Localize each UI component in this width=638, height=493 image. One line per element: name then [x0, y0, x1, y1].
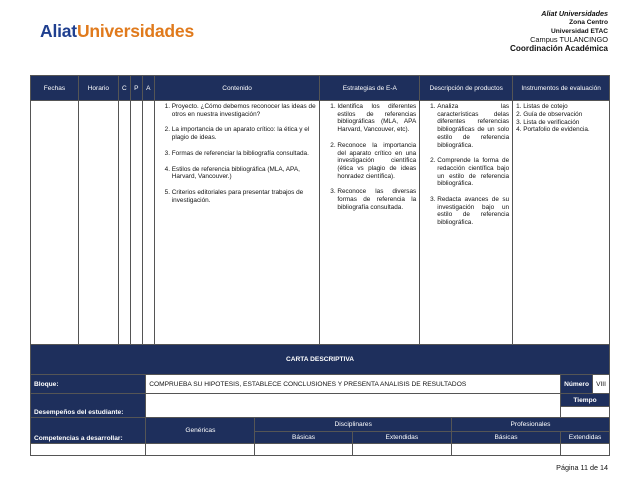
- extendidas-disciplinares: Extendidas: [352, 432, 451, 444]
- col-p: P: [130, 76, 142, 101]
- desempenos-label: Desempeños del estudiante:: [31, 394, 146, 418]
- list-item: 1. Listas de cotejo: [516, 103, 568, 110]
- bloque-value: COMPRUEBA SU HIPOTESIS, ESTABLECE CONCLUSIONES Y PRESENTA ANALISIS DE RESULTADOS: [146, 375, 561, 394]
- list-item: 3. Redacta avances de su investigación bajo un estilo de referencia bibliográfica.: [437, 196, 509, 227]
- col-c: C: [118, 76, 130, 101]
- cell-a: [142, 101, 154, 346]
- list-item: 2. Comprende la forma de redacción científica bajo un estilo de referencia bibliográfica.: [437, 157, 509, 188]
- header-line-4: Campus TULANCINGO: [530, 35, 608, 45]
- list-item: 2. La importancia de un aparato crítico: la ética y el plagio de ideas.: [172, 126, 317, 141]
- table-cell: [146, 444, 255, 456]
- list-item: 4. Estilos de referencia bibliográfica (MLA, APA, Harvard, Vancouver.): [172, 166, 317, 181]
- page-number: Página 11 de 14: [556, 463, 608, 472]
- bloque-label: Bloque:: [31, 375, 146, 394]
- col-fechas: Fechas: [31, 76, 79, 101]
- list-item: 4. Portafolio de evidencia.: [516, 126, 590, 134]
- list-item: 5. Criterios editoriales para presentar trabajos de investigación.: [172, 189, 317, 204]
- disciplinares-header: Disciplinares: [255, 418, 452, 432]
- competencias-label: Competencias a desarrollar:: [31, 418, 146, 444]
- profesionales-header: Profesionales: [451, 418, 609, 432]
- header-line-2: Zona Centro: [569, 18, 608, 26]
- col-estrategias: Estrategias de E-A: [320, 76, 420, 101]
- list-item: 1. Identifica los diferentes estilos de referencias bibliográficas (MLA, APA Harvard, Vancouver, etc).: [337, 103, 416, 134]
- table-cell: [31, 444, 146, 456]
- cell-fechas: [31, 101, 79, 346]
- table-cell: [561, 444, 610, 456]
- list-item: 3. Lista de verificación: [516, 118, 580, 126]
- basicas-profesionales: Básicas: [451, 432, 560, 444]
- tiempo-label: Tiempo: [561, 394, 610, 407]
- list-item: 1. Proyecto. ¿Cómo debemos reconocer las ideas de otros en nuestra investigación?: [172, 103, 317, 118]
- cell-horario: [78, 101, 118, 346]
- col-horario: Horario: [78, 76, 118, 101]
- col-a: A: [142, 76, 154, 101]
- cell-instrumentos: [513, 101, 610, 346]
- header-line-1: Aliat Universidades: [541, 9, 608, 18]
- cell-estrategias: [320, 101, 420, 346]
- carta-descriptiva-table: [30, 344, 610, 456]
- basicas-disciplinares: Básicas: [255, 432, 352, 444]
- col-contenido: Contenido: [154, 76, 320, 101]
- cell-descripcion: [420, 101, 513, 346]
- header-line-5: Coordinación Académica: [510, 44, 608, 54]
- header-line-3: Universidad ETAC: [550, 27, 608, 35]
- cell-p: [130, 101, 142, 346]
- list-item: 1. Analiza las características delas diferentes referencias bibliográficas de un solo estilo de referencia bibliográfica.: [437, 103, 509, 149]
- table-cell: [451, 444, 560, 456]
- table-cell: [255, 444, 352, 456]
- tiempo-value: [561, 407, 610, 418]
- list-item: 2. Guía de observación: [516, 110, 583, 118]
- col-descripcion: Descripción de productos: [420, 76, 513, 101]
- numero-label: Número: [561, 375, 593, 394]
- list-item: 3. Formas de referenciar la bibliografía consultada.: [172, 150, 317, 158]
- col-instrumentos: Instrumentos de evaluación: [513, 76, 610, 101]
- numero-value: VIII: [593, 375, 610, 394]
- list-item: 3. Reconoce las diversas formas de referencia la bibliografía consultada.: [337, 188, 416, 211]
- list-item: 2. Reconoce la importancia del aparato crítico en una investigación científica (ética vs plagio de ideas honradez científica).: [337, 142, 416, 181]
- cell-contenido: [154, 101, 320, 346]
- extendidas-profesionales: Extendidas: [561, 432, 610, 444]
- content-table: [30, 75, 610, 346]
- genericas-header: Genéricas: [146, 418, 255, 444]
- table-cell: [352, 444, 451, 456]
- carta-title: CARTA DESCRIPTIVA: [31, 345, 610, 375]
- desempenos-value: [146, 394, 561, 418]
- cell-c: [118, 101, 130, 346]
- institution-header: [510, 10, 608, 54]
- aliat-logo: AliatUniversidades: [40, 21, 194, 41]
